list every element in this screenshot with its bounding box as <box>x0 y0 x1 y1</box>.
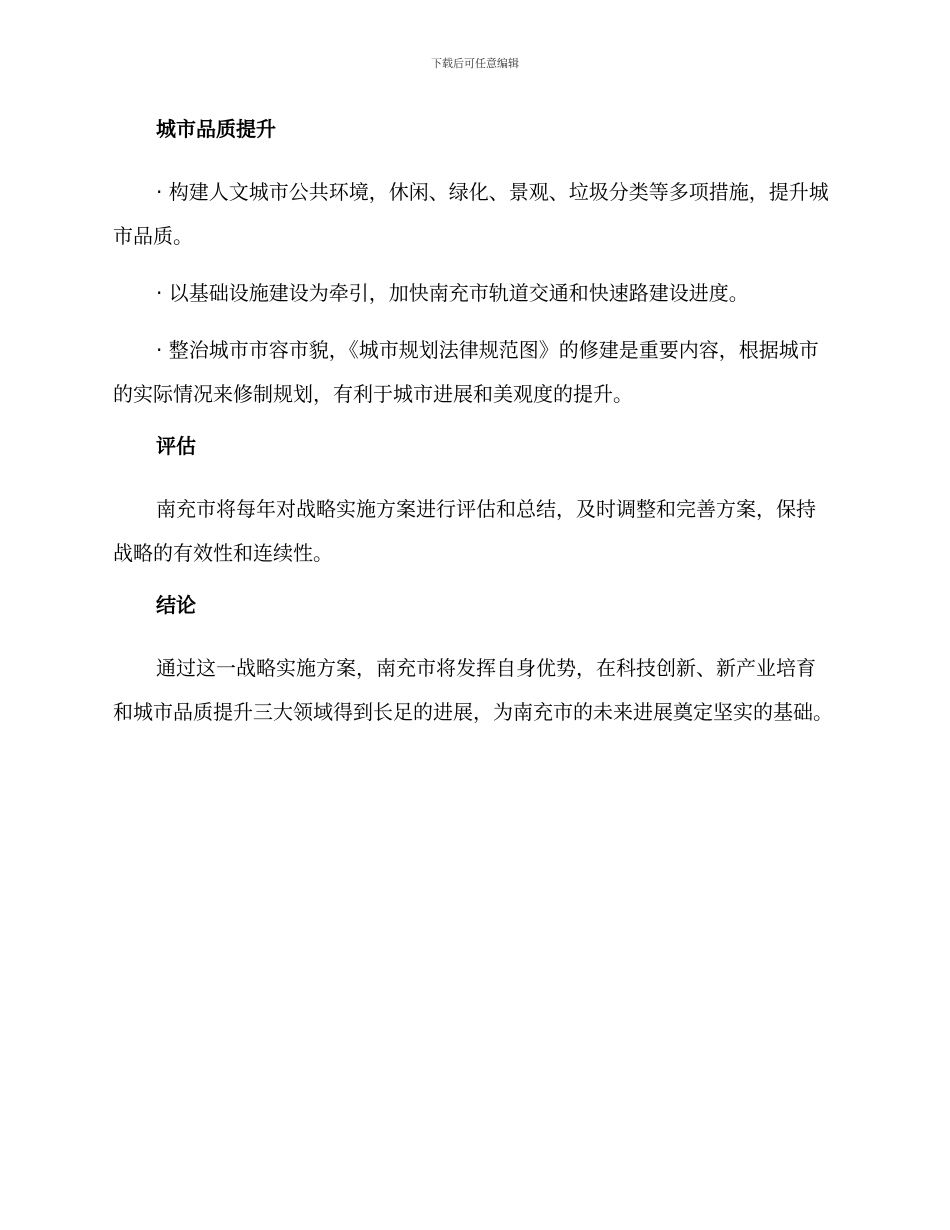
paragraph: · 整治城市市容市貌，《城市规划法律规范图》的修建是重要内容，根据城市的实际情况来修制规划，有利于城市进展和美观度的提升。 <box>113 338 819 406</box>
paragraph: 南充市将每年对战略实施方案进行评估和总结，及时调整和完善方案，保持战略的有效性和连续性。 <box>113 497 816 565</box>
section-heading-city-quality: 城市品质提升 <box>156 117 276 141</box>
paragraph: 通过这一战略实施方案，南充市将发挥自身优势，在科技创新、新产业培育和城市品质提升三大领域得到长足的进展，为南充市的未来进展奠定坚实的基础。 <box>113 656 833 724</box>
paragraph: · 构建人文城市公共环境，休闲、绿化、景观、垃圾分类等多项措施，提升城市品质。 <box>113 180 829 248</box>
section-heading-conclusion: 结论 <box>156 593 196 617</box>
paragraph: · 以基础设施建设为牵引，加快南充市轨道交通和快速路建设进度。 <box>156 281 749 305</box>
section-heading-evaluation: 评估 <box>156 434 196 458</box>
header-note: 下载后可任意编辑 <box>431 57 519 70</box>
document-body <box>113 112 835 747</box>
